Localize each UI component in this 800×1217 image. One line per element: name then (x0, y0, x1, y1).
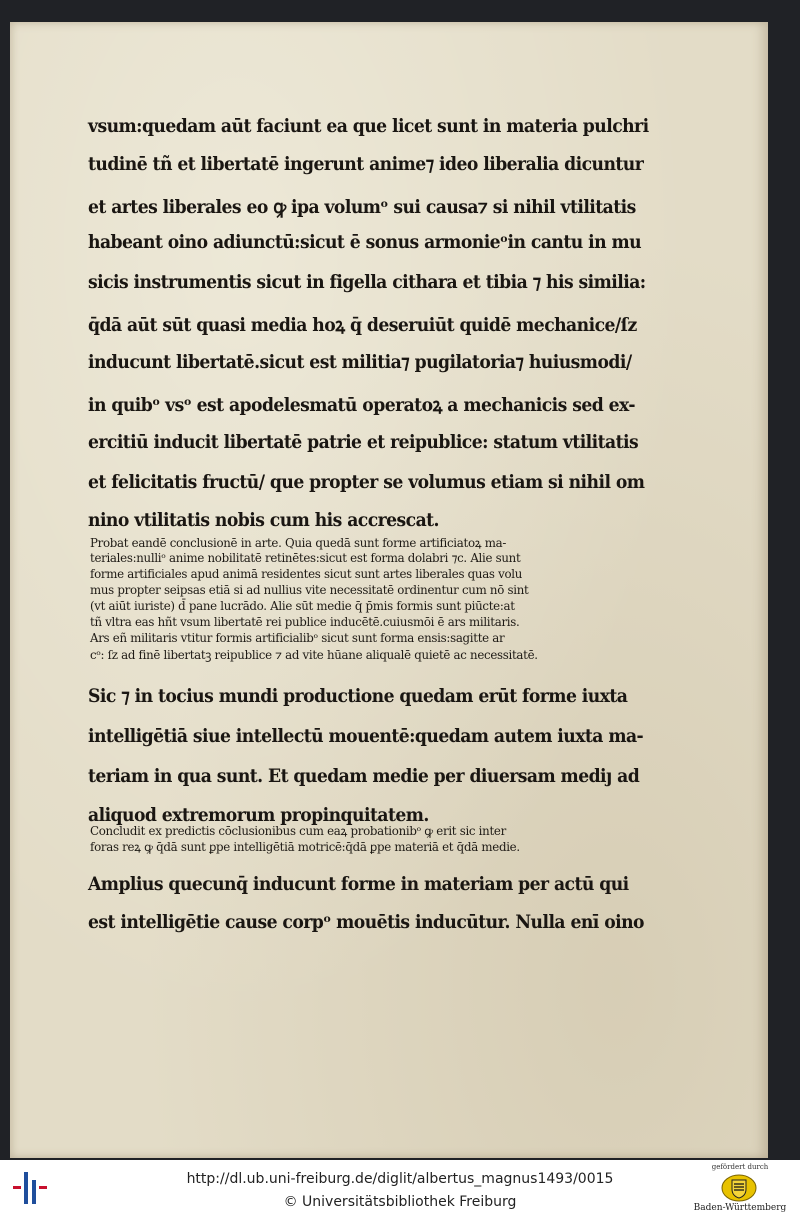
commentary-line: Ars eñ militaris vtitur formis artificialibᵒ sicut sunt forma ensis:sagitte ar (90, 631, 505, 645)
text-line: vsum:quedam aūt faciunt ea que licet sunt in materia pulchri (88, 116, 649, 137)
commentary-line: tñ vltra eas hñt vsum libertatē rei publice inducētē.cuiusmōi ē ars militaris. (90, 615, 520, 629)
text-line: Amplius quecunq̄ inducunt forme in materiam per actū qui (88, 874, 629, 895)
coat-of-arms-icon (719, 1173, 759, 1203)
text-line: teriam in qua sunt. Et quedam medie per diuersam mediȷ ad (88, 766, 640, 787)
text-line: aliquod extremorum propinquitatem. (88, 805, 429, 826)
text-line: q̄dā aūt sūt quasi media hoꝝ q̄ deseruiūt quidē mechanice/ſz (88, 315, 637, 336)
commentary-line: teriales:nulliᵒ anime nobilitatē retinētes:sicut est forma dolabri ⁊c. Alie sunt (90, 551, 521, 565)
text-line: nino vtilitatis nobis cum his accrescat. (88, 510, 440, 531)
funder-name: Baden-Württemberg (693, 1203, 787, 1213)
text-line: Sic ⁊ in tocius mundi productione quedam erūt forme iuxta (88, 686, 628, 707)
commentary-line: forme artificiales apud animā residentes sicut sunt artes liberales quas volu (90, 567, 523, 581)
commentary-line: mus propter seipsas etiā si ad nullius vite necessitatē ordinentur cum nō sint (90, 583, 529, 597)
copyright-text: © Universitätsbibliothek Freiburg (283, 1194, 517, 1210)
commentary-line: Concludit ex predictis cōclusionibus cum eaꝝ probationibᵒ ꝙ erit sic inter (90, 824, 506, 838)
commentary-line: Probat eandē conclusionē in arte. Quia quedā sunt forme artificiatoꝝ ma- (90, 536, 507, 550)
library-logo-icon (10, 1168, 50, 1208)
text-line: intelligētiā siue intellectū mouentē:quedam autem iuxta ma- (88, 726, 644, 747)
text-line: sicis instrumentis sicut in figella cithara et tibia ⁊ his similia: (88, 272, 646, 293)
commentary-line: cᵒ: ſz ad finē libertatꝫ reipublice ⁊ ad vite hūane aliqualē quietē ac necessitatē. (90, 648, 538, 662)
page-url-link[interactable]: http://dl.ub.uni-freiburg.de/diglit/albertus_magnus1493/0015 (186, 1171, 614, 1187)
commentary-line: foras reꝝ ꝙ q̄dā sunt ꝑpe intelligētiā motricē:q̄dā ꝑpe materiā et q̄dā medie. (90, 840, 520, 854)
text-line: in quibᵒ vsᵒ est apodelesmatū operatoꝝ a mechanicis sed ex- (88, 395, 635, 416)
text-line: tudinē tñ et libertatē ingerunt anime⁊ ideo liberalia dicuntur (88, 154, 644, 175)
text-line: habeant oino adiunctū:sicut ē sonus armonieᵒin cantu in mu (88, 232, 642, 253)
commentary-line: (vt aiūt iuriste) d̄ pane lucrādo. Alie sūt medie q̄ p̄mis formis sunt piūcte:at (90, 599, 515, 613)
text-line: est intelligētie cause corpᵒ mouētis inducūtur. Nulla enī oino (88, 912, 644, 933)
text-line: ercitiū inducit libertatē patrie et reipublice: statum vtilitatis (88, 432, 639, 453)
text-line: et artes liberales eo ꝙ ipa volumᵒ sui causa⁊ si nihil vtilitatis (88, 197, 636, 218)
funder-label: gefördert durch (711, 1163, 769, 1171)
book-page (10, 22, 768, 1158)
text-line: inducunt libertatē.sicut est militia⁊ pugilatoria⁊ huiusmodi/ (88, 352, 632, 373)
text-line: et felicitatis fructū/ que propter se volumus etiam si nihil om (88, 472, 645, 493)
